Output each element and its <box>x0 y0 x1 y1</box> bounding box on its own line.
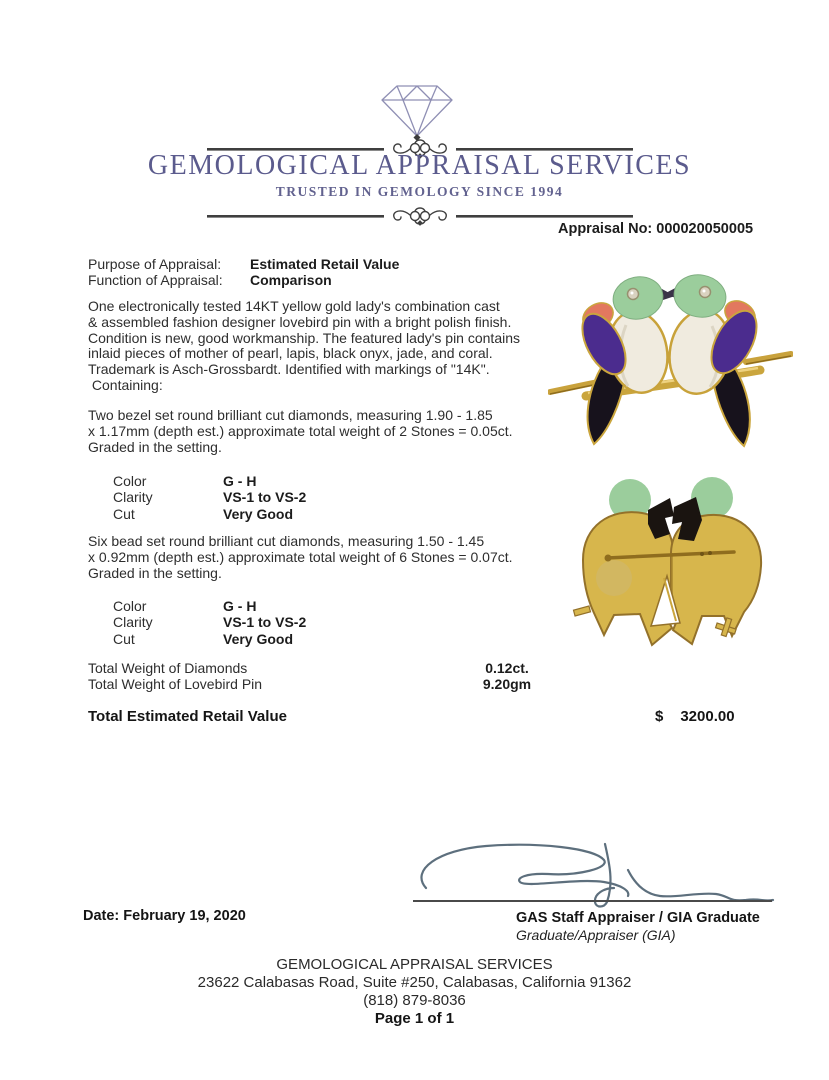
color-row <box>113 598 306 614</box>
appraiser-signature <box>408 836 778 910</box>
footer-phone: (818) 879-8036 <box>363 992 466 1009</box>
date-value: February 19, 2020 <box>123 908 246 924</box>
description-line: Condition is new, good workmanship. The featured lady's pin contains <box>88 329 521 346</box>
cut-value: Very Good <box>223 505 294 522</box>
cut-row <box>113 506 306 522</box>
appraisal-number-value: 000020050005 <box>656 221 754 237</box>
rule-line <box>456 215 633 218</box>
rule-line <box>207 215 384 218</box>
signer-block <box>516 910 766 944</box>
retail-amount: 3200.00 <box>680 708 735 725</box>
total-weight-pin-label: Total Weight of Lovebird Pin <box>88 676 263 692</box>
function-row <box>88 273 399 289</box>
document-footer <box>0 956 829 1028</box>
cut-label: Cut <box>113 505 135 522</box>
description-line: Trademark is Asch-Grossbardt. Identified with markings of "14K". <box>88 361 490 378</box>
appraisal-date <box>83 908 246 924</box>
currency-symbol: $ <box>655 708 664 725</box>
purpose-value: Estimated Retail Value <box>250 256 400 272</box>
diamond-line: Six bead set round brilliant cut diamonds, measuring 1.50 - 1.45 <box>88 533 485 549</box>
description-line: inlaid pieces of mother of pearl, lapis, black onyx, jade, and coral. <box>88 345 493 362</box>
signer-title: GAS Staff Appraiser / GIA Graduate <box>516 910 760 926</box>
description-line: One electronically tested 14KT yellow gold lady's combination cast <box>88 298 500 314</box>
footer-address: 23622 Calabasas Road, Suite #250, Calabasas, California 91362 <box>197 974 632 991</box>
diamond-group-1-grades <box>113 473 306 522</box>
appraisal-number <box>558 221 753 237</box>
lovebird-pin-back-photo <box>552 458 792 648</box>
diamond-group-2-grades <box>113 598 306 647</box>
diamond-line: x 1.17mm (depth est.) approximate total weight of 2 Stones = 0.05ct. <box>88 422 513 439</box>
totals-values <box>452 660 562 692</box>
diamond-logo-icon <box>372 78 462 142</box>
diamond-line: Graded in the setting. <box>88 564 222 581</box>
total-weight-diamonds-label: Total Weight of Diamonds <box>88 660 248 676</box>
color-value: G - H <box>223 473 257 489</box>
retail-value-label: Total Estimated Retail Value <box>88 708 287 725</box>
company-tagline: TRUSTED IN GEMOLOGY SINCE 1994 <box>275 184 564 199</box>
cut-label: Cut <box>113 630 135 647</box>
color-label: Color <box>113 598 147 614</box>
total-weight-diamonds-value: 0.12ct. <box>485 660 529 676</box>
clarity-label: Clarity <box>113 614 153 631</box>
footer-company: GEMOLOGICAL APPRAISAL SERVICES <box>276 956 553 973</box>
signature-line <box>413 900 772 902</box>
clarity-row <box>113 489 306 505</box>
color-value: G - H <box>223 598 257 614</box>
description-line: & assembled fashion designer lovebird pin with a bright polish finish. <box>88 313 512 330</box>
clarity-row <box>113 614 306 630</box>
item-description <box>88 299 568 394</box>
clarity-value: VS-1 to VS-2 <box>223 489 307 506</box>
totals-labels <box>88 660 262 692</box>
company-title: GEMOLOGICAL APPRAISAL SERVICES <box>147 150 692 181</box>
function-label: Function of Appraisal: <box>88 271 223 288</box>
clarity-label: Clarity <box>113 489 153 506</box>
total-weight-pin-value: 9.20gm <box>482 676 532 692</box>
purpose-label: Purpose of Appraisal: <box>88 256 222 272</box>
diamond-group-1-description <box>88 408 578 455</box>
footer-page-number: Page 1 of 1 <box>374 1010 455 1027</box>
appraisal-meta <box>88 257 399 288</box>
signer-subtitle: Graduate/Appraiser (GIA) <box>516 927 676 943</box>
color-label: Color <box>113 473 147 489</box>
function-value: Comparison <box>250 271 332 288</box>
diamond-line: x 0.92mm (depth est.) approximate total weight of 6 Stones = 0.07ct. <box>88 548 513 565</box>
clarity-value: VS-1 to VS-2 <box>223 614 307 631</box>
date-label: Date: <box>83 908 120 924</box>
appraisal-number-label: Appraisal No: <box>558 221 653 237</box>
color-row <box>113 473 306 489</box>
cut-value: Very Good <box>223 630 294 647</box>
flourish-scroll-icon <box>388 205 452 227</box>
description-line: Containing: <box>88 376 163 393</box>
retail-value <box>655 708 735 725</box>
cut-row <box>113 631 306 647</box>
purpose-row <box>88 257 399 273</box>
diamond-line: Two bezel set round brilliant cut diamonds, measuring 1.90 - 1.85 <box>88 407 493 423</box>
diamond-group-2-description <box>88 534 578 581</box>
diamond-line: Graded in the setting. <box>88 438 222 455</box>
lovebird-pin-front-photo <box>548 270 793 455</box>
